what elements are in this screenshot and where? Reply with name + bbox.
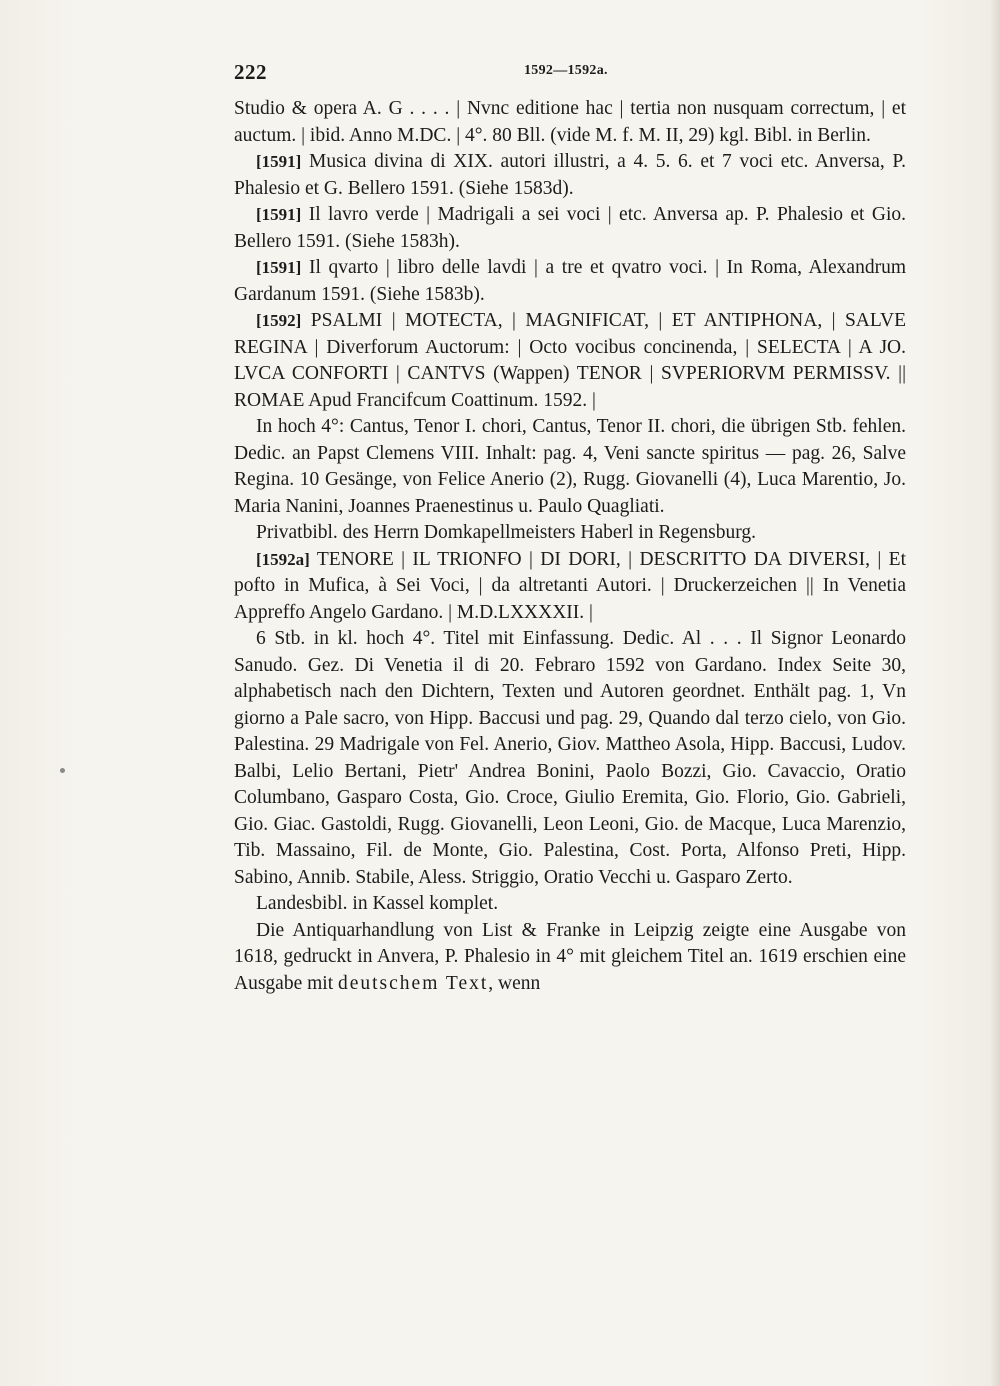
entry-1592a-location: Landesbibl. in Kassel komplet. xyxy=(256,893,499,914)
entry-id: [1592] xyxy=(256,311,302,330)
entry-1591-musica-divina xyxy=(234,149,906,202)
note-text-start: Die Antiquarhandlung von List & Franke in Leipzig zeigte eine Ausgabe von 1618, gedruckt in Anvera, P. Phalesio in 4° mit gleichem Titel an. 1619 erschien eine Ausgabe mit xyxy=(234,919,906,994)
entry-text: Musica divina di XIX. autori illustri, a 4. 5. 6. et 7 voci etc. Anversa, P. Phalesio et G. Bellero 1591. (Siehe 1583d). xyxy=(234,151,906,199)
entry-text: TENORE | IL TRIONFO | DI DORI, | DESCRITTO DA DIVERSI, | Et pofto in Mufica, à Sei Voci, | da altretanti Autori. | Druckerzeichen || In Venetia Appreffo Angelo Gardano. | M.D.LXXXXII. | xyxy=(234,548,906,623)
entry-1592a-description: 6 Stb. in kl. hoch 4°. Titel mit Einfassung. Dedic. Al . . . Il Signor Leonardo Sanudo. Gez. Di Venetia il di 20. Febraro 1592 von Gardano. Index Seite 30, alphabetisch nach den Dichtern, Texten und Autoren geordnet. Enthält pag. 1, Vn giorno a Pale sacro, von Hipp. Baccusi und pag. 29, Quando dal terzo cielo, von Gio. Palestina. 29 Madrigale von Fel. Anerio, Giov. Mattheo Asola, Hipp. Baccusi, Ludov. Balbi, Lelio Bertani, Pietr' Andrea Bonini, Paolo Bozzi, Gio. Cavaccio, Oratio Columbano, Gasparo Costa, Gio. Croce, Giulio Eremita, Gio. Florio, Gio. Gabrieli, Gio. Giac. Gastoldi, Rugg. Giovanelli, Leon Leoni, Gio. de Macque, Luca Marenzio, Tib. Massaino, Fil. de Monte, Gio. Palestina, Cost. Porta, Alfonso Preti, Hipp. Sabino, Annib. Stabile, Aless. Striggio, Oratio Vecchi u. Gasparo Zerto. xyxy=(234,628,906,888)
page-edge-shadow xyxy=(990,0,1000,1386)
text-block xyxy=(234,96,906,997)
note-text-end: , wenn xyxy=(488,972,541,994)
entry-text: Il qvarto | libro delle lavdi | a tre et qvatro voci. | In Roma, Alexandrum Gardanum 1591. (Siehe 1583b). xyxy=(234,257,906,305)
entry-1592-description: In hoch 4°: Cantus, Tenor I. chori, Cantus, Tenor II. chori, die übrigen Stb. fehlen. Dedic. an Papst Clemens VIII. Inhalt: pag. 4, Veni sancte spiritus — pag. 26, Salve Regina. 10 Gesänge, von Felice Anerio (2), Rugg. Giovanelli (4), Luca Marentio, Jo. Maria Nanini, Joannes Praenestinus u. Paulo Quagliati. xyxy=(234,416,906,517)
page-header xyxy=(234,60,914,90)
entry-id: [1592a] xyxy=(256,549,310,569)
entry-text: PSALMI | MOTECTA, | MAGNIFICAT, | ET ANTIPHONA, | SALVE REGINA | Diverforum Auctorum: | Octo vocibus concinenda, | SELECTA | A JO. LVCA CONFORTI | CANTVS (Wappen) TENOR | SVPERIORVM PERMISSV. || ROMAE Apud Francifcum Coattinum. 1592. | xyxy=(234,310,906,411)
entry-text: Il lavro verde | Madrigali a sei voci | etc. Anversa ap. P. Phalesio et Gio. Bellero 1591. (Siehe 1583h). xyxy=(234,204,906,252)
entry-1592-psalmi xyxy=(234,308,906,414)
entry-id: [1591] xyxy=(256,152,302,171)
note-text-spaced: deutschem Text xyxy=(337,972,489,994)
entry-id: [1591] xyxy=(256,205,302,224)
paragraph-continuation: Studio & opera A. G . . . . | Nvnc editione hac | tertia non nusquam correctum, | et auctum. | ibid. Anno M.DC. | 4°. 80 Bll. (vide M. f. M. II, 29) kgl. Bibl. in Berlin. xyxy=(234,98,906,146)
entry-1591-qvarto-libro xyxy=(234,255,906,308)
running-head: 1592—1592a. xyxy=(524,63,608,78)
page-number: 222 xyxy=(234,60,267,84)
entry-1592a-tenore xyxy=(234,547,906,627)
entry-1592-location: Privatbibl. des Herrn Domkapellmeisters Haberl in Regensburg. xyxy=(256,522,757,543)
entry-id: [1591] xyxy=(256,258,302,277)
entry-1591-lavro-verde xyxy=(234,202,906,255)
paragraph-antiquarian-note xyxy=(234,918,906,998)
margin-speck xyxy=(60,768,65,773)
